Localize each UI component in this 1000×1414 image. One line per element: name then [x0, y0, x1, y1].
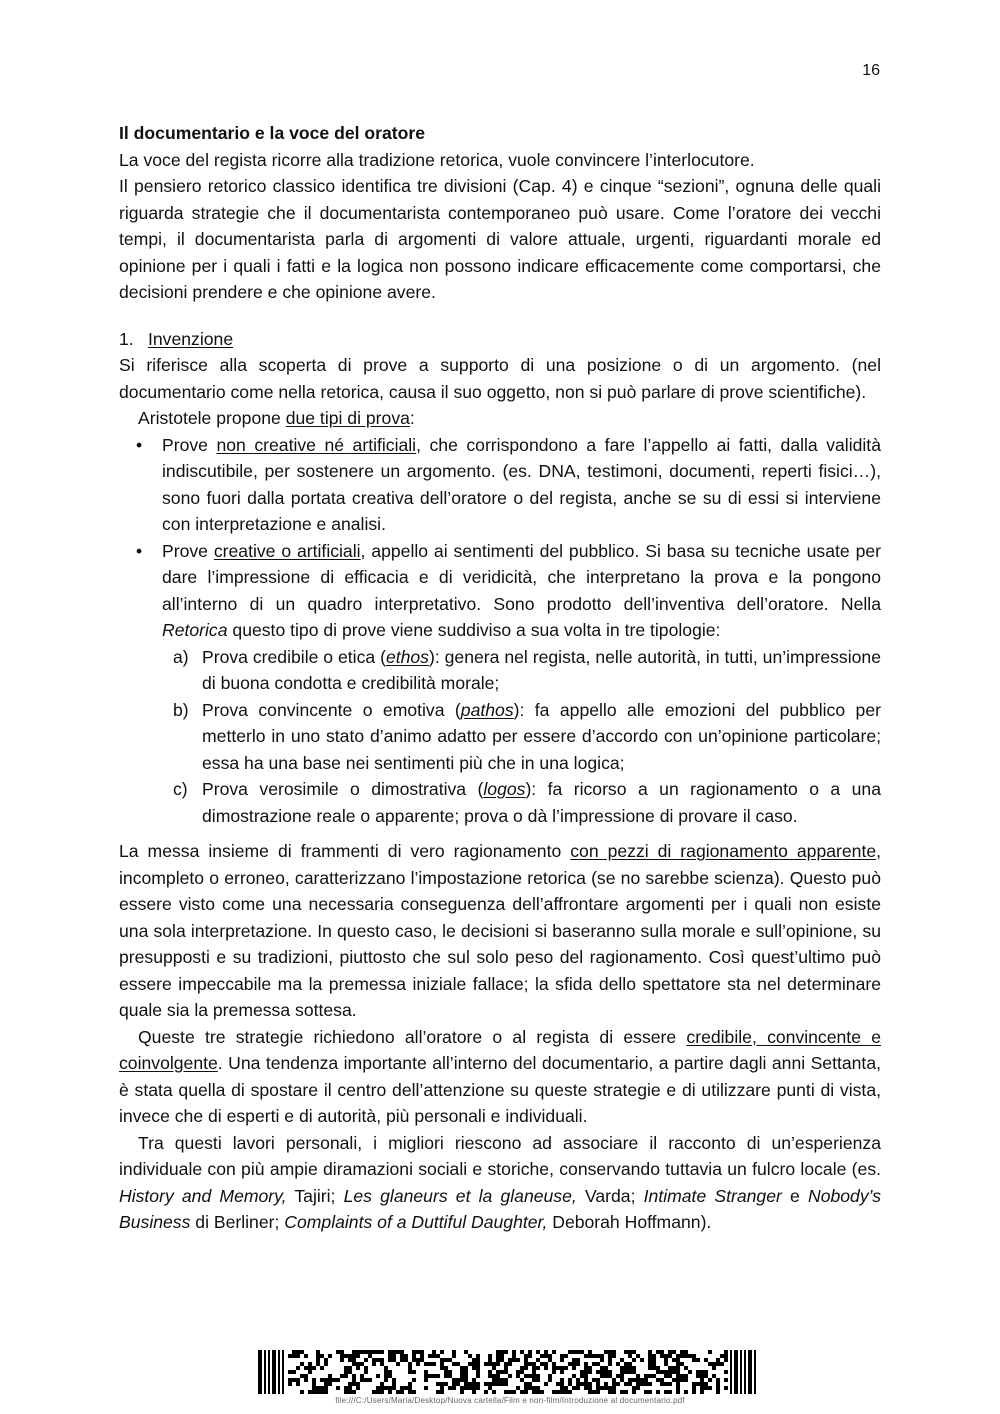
text-run: , incompleto o erroneo, caratterizzano l’impostazione retorica (se no sarebbe scienza). Questo può essere visto come una necessaria conseguenza dell’affrontare argomenti per i quali non esiste una sola interpretazione. In questo caso, le decisioni si baseranno sulla morale e sull’opinione, su presupposti e su tradizioni, piuttosto che sul solo peso del ragionamento. Così quest’ultimo può essere impeccabile ma la premessa iniziale fallace; la sfida dello spettatore sta nel determinare quale sia la premessa sottesa.	[119, 841, 882, 1020]
bullet-item-1	[136, 432, 881, 538]
text-run: Prova verosimile o dimostrativa (	[202, 779, 484, 799]
sub-marker: b)	[173, 699, 189, 720]
subsection-label: Invenzione	[148, 328, 234, 349]
film-title: Les glaneurs et la glaneuse,	[343, 1185, 577, 1206]
text-run: :	[409, 408, 415, 428]
underlined-phrase: due tipi di prova	[285, 408, 410, 428]
sub-item-c	[173, 776, 881, 829]
text-run: di Berliner;	[190, 1212, 285, 1232]
paragraph-strategie	[119, 1024, 881, 1130]
invenzione-paragraph: Si riferisce alla scoperta di prove a supporto di una posizione o di un argomento. (nel documentario come nella retorica, causa il suo oggetto, non si può parlare di prove scientifiche).	[119, 355, 881, 402]
text-run: ): fa ricorso a un ragionamento o a una dimostrazione reale o apparente; prova o dà l’impressione di provare il caso.	[202, 779, 881, 826]
bullet-text	[162, 538, 881, 644]
text-run: Prove	[162, 434, 217, 455]
text-run: Tajiri;	[286, 1185, 344, 1206]
sub-item-a	[173, 644, 881, 697]
text-run: ): fa appello alle emozioni del pubblico per metterlo in uno stato d’animo adatto per essere d’accordo con un’opinione particolare; essa ha una base nei sentimenti più che in una logica;	[202, 699, 881, 773]
subsection-heading	[119, 326, 881, 353]
underlined-phrase: credibile, convincente e coinvolgente	[119, 1026, 882, 1073]
italic-term: logos	[483, 779, 526, 799]
spacer	[119, 306, 881, 326]
sub-marker: c)	[173, 779, 188, 799]
bullet-text	[162, 432, 881, 538]
text-run: e	[781, 1185, 808, 1206]
sub-marker: a)	[173, 646, 189, 667]
page-number: 16	[862, 62, 880, 79]
text-run: Tra questi lavori personali, i migliori riescono ad associare il racconto di un’esperienza individuale con più ampie diramazioni sociali e storiche, conservando tuttavia un fulcro locale (es.	[119, 1132, 881, 1179]
spacer	[119, 829, 881, 838]
text-run: Aristotele propone	[138, 408, 286, 428]
aristotele-line	[119, 405, 881, 432]
film-title: Complaints of a Duttiful Daughter,	[284, 1212, 548, 1232]
film-title: Intimate Stranger	[643, 1185, 782, 1206]
text-run: questo tipo di prove viene suddiviso a sua volta in tre tipologie:	[227, 620, 721, 640]
film-title: Nobody’s Business	[119, 1185, 882, 1232]
paragraph-lavori-personali	[119, 1130, 881, 1236]
underlined-phrase: creative o artificiali	[213, 540, 361, 561]
text-run: Prove	[162, 540, 214, 561]
footer-file-path: file:///C:/Users/Maria/Desktop/Nuova cartella/Film e non-film/Introduzione al documentario.pdf	[335, 1396, 685, 1405]
page-body	[119, 120, 881, 1236]
text-run: La messa insieme di frammenti di vero ragionamento	[119, 841, 571, 861]
section-title: Il documentario e la voce del oratore	[119, 123, 426, 143]
text-run: . Una tendenza importante all’interno del documentario, a partire dagli anni Settanta, è stata quella di spostare il centro dell’attenzione su queste strategie e di utilizzare punti di vista, invece che di esperti e di autorità, più personali e individuali.	[119, 1053, 881, 1126]
italic-term: pathos	[460, 699, 514, 720]
subsection-number: 1.	[119, 328, 134, 349]
text-run: , che corrispondono a fare l’appello ai fatti, dalla validità indiscutibile, per sostenere un argomento. (es. DNA, testimoni, documenti, reperti fisici…), sono fuori dalla portata creativa dell’oratore o del regista, anche se su di essi si interviene con interpretazione e analisi.	[162, 434, 881, 534]
text-run: ): genera nel regista, nelle autorità, in tutti, un’impressione di buona condotta e credibilità morale;	[202, 646, 881, 693]
underlined-phrase: con pezzi di ragionamento apparente	[570, 841, 877, 861]
film-title: History and Memory,	[119, 1185, 287, 1206]
text-run: Deborah Hoffmann).	[547, 1212, 712, 1232]
sub-text	[202, 644, 881, 697]
underlined-phrase: non creative né artificiali	[216, 434, 417, 455]
intro-paragraph: Il pensiero retorico classico identifica tre divisioni (Cap. 4) e cinque “sezioni”, ognuna delle quali riguarda strategie che il documentarista contemporaneo può usare. Come l’oratore dei vecchi tempi, il documentarista parla di argomenti di valore attuale, urgenti, riguardanti morale ed opinione per i quali i fatti e la logica non possono indicare efficacemente come comportarsi, che decisioni prendere e che opinione avere.	[119, 176, 881, 302]
text-run: Prova convincente o emotiva (	[202, 699, 461, 720]
intro-line: La voce del regista ricorre alla tradizione retorica, vuole convincere l’interlocutore.	[119, 149, 755, 170]
sub-text	[202, 697, 881, 777]
text-run: Queste tre strategie richiedono all’oratore o al regista di essere	[138, 1026, 687, 1047]
bullet-icon: •	[136, 540, 143, 561]
bullet-item-2	[136, 538, 881, 644]
text-run: Varda;	[576, 1185, 644, 1206]
italic-term: Retorica	[162, 620, 228, 640]
bullet-icon: •	[136, 434, 143, 455]
italic-term: ethos	[385, 646, 429, 667]
sub-item-b	[173, 697, 881, 777]
barcode-icon	[258, 1350, 758, 1394]
paragraph-messa-insieme	[119, 838, 881, 1024]
text-run: , appello ai sentimenti del pubblico. Si basa su tecniche usate per dare l’impressione di efficacia e di veridicità, che interpretano la prova e la pongono all’interno di un quadro interpretativo. Sono prodotto dell’inventiva dell’oratore. Nella	[162, 540, 881, 614]
text-run: Prova credibile o etica (	[202, 646, 386, 667]
sub-text	[202, 776, 881, 829]
